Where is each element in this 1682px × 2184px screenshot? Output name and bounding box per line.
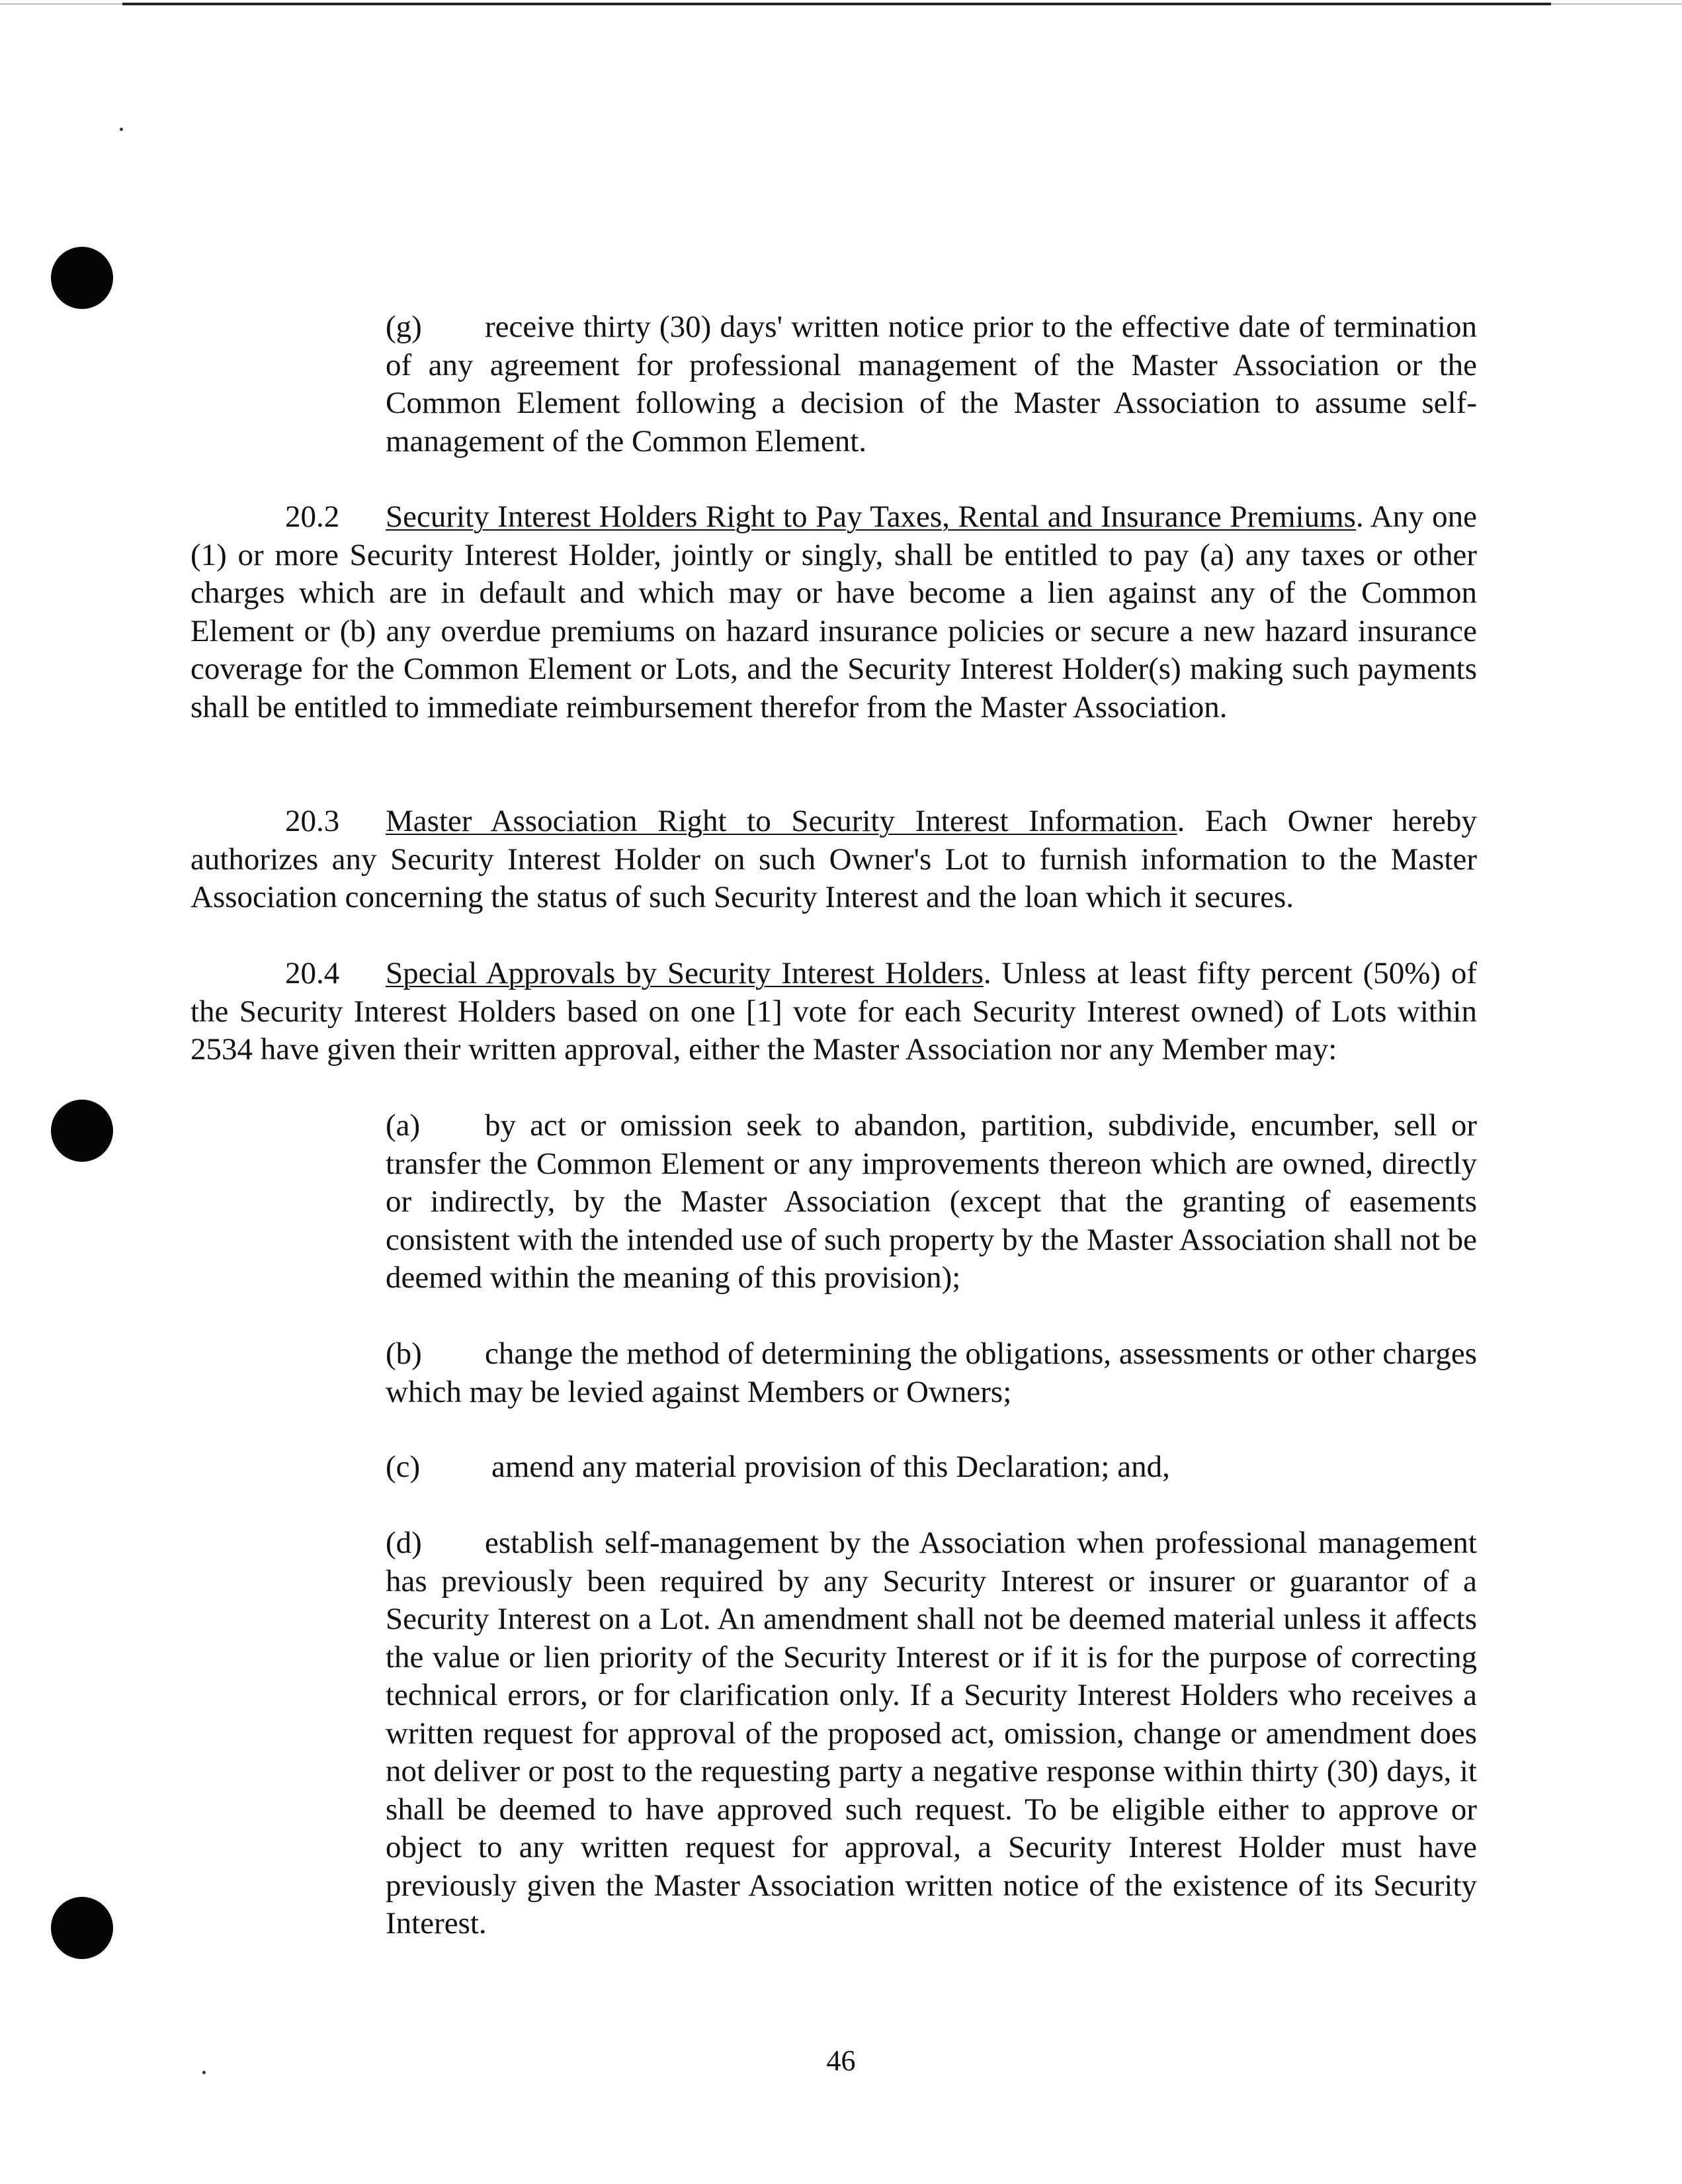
section-20-3 — [190, 803, 1477, 917]
section-heading-20-4: Special Approvals by Security Interest Holders — [386, 956, 984, 990]
paragraph-a — [386, 1107, 1477, 1297]
section-number-20-3: 20.3 — [285, 804, 340, 838]
section-heading-20-3: Master Association Right to Security Interest Information — [386, 804, 1177, 838]
section-number-20-2: 20.2 — [285, 500, 340, 534]
item-label-b: (b) — [386, 1336, 422, 1371]
paragraph-d — [386, 1524, 1477, 1943]
top-rule — [122, 3, 1551, 5]
section-20-4 — [190, 955, 1477, 1069]
item-label-g: (g) — [386, 310, 422, 344]
item-label-d: (d) — [386, 1526, 422, 1560]
page-number: 46 — [826, 2044, 856, 2077]
paragraph-b-text: change the method of determining the obligations, assessments or other charges which may be levied against Members or Owners; — [386, 1336, 1477, 1409]
section-20-2-text: . Any one (1) or more Security Interest Holder, jointly or singly, shall be entitled to pay (a) any taxes or other charges which are in default and which may or have become a lien against any of the Common Element or (b) any overdue premiums on hazard insurance policies or secure a new hazard insurance coverage for the Common Element or Lots, and the Security Interest Holder(s) making such payments shall be entitled to immediate reimbursement therefor from the Master Association. — [190, 500, 1477, 724]
scan-speck — [202, 2071, 206, 2074]
paragraph-c-text: amend any material provision of this Declaration; and, — [491, 1450, 1170, 1484]
paragraph-b — [386, 1335, 1477, 1411]
punch-hole-middle — [51, 1100, 113, 1162]
section-20-2 — [190, 498, 1477, 726]
scan-speck — [120, 128, 123, 131]
paragraph-g — [386, 308, 1477, 460]
section-20-3-text: . Each Owner hereby authorizes any Security Interest Holder on such Owner's Lot to furnish information to the Master Association concerning the status of such Security Interest and the loan which it secures. — [190, 804, 1477, 914]
paragraph-d-text: establish self-management by the Association when professional management has previously been required by any Security Interest or insurer or guarantor of a Security Interest on a Lot. An amendment shall not be deemed material unless it affects the value or lien priority of the Security Interest or if it is for the purpose of correcting technical errors, or for clarification only. If a Security Interest Holders who receives a written request for approval of the proposed act, omission, change or amendment does not deliver or post to the requesting party a negative response within thirty (30) days, it shall be deemed to have approved such request. To be eligible either to approve or object to any written request for approval, a Security Interest Holder must have previously given the Master Association written notice of the existence of its Security Interest. — [386, 1526, 1477, 1941]
paragraph-c — [386, 1448, 1477, 1487]
punch-hole-bottom — [51, 1897, 113, 1959]
section-heading-20-2: Security Interest Holders Right to Pay Taxes, Rental and Insurance Premiums — [386, 500, 1356, 534]
item-label-a: (a) — [386, 1108, 421, 1143]
item-label-c: (c) — [386, 1450, 421, 1484]
punch-hole-top — [51, 247, 113, 309]
section-20-4-text: . Unless at least fifty percent (50%) of the Security Interest Holders based on one [1] vote for each Security Interest owned) of Lots within 2534 have given their written approval, either the Master Association nor any Member may: — [190, 956, 1477, 1067]
paragraph-g-text: receive thirty (30) days' written notice prior to the effective date of termination of any agreement for professional management of the Master Association or the Common Element following a decision of the Master Association to assume self-management of the Common Element. — [386, 310, 1477, 459]
section-number-20-4: 20.4 — [285, 956, 340, 990]
paragraph-a-text: by act or omission seek to abandon, partition, subdivide, encumber, sell or transfer the Common Element or any improvements thereon which are owned, directly or indirectly, by the Master Association (except that the granting of easements consistent with the intended use of such property by the Master Association shall not be deemed within the meaning of this provision); — [386, 1108, 1477, 1295]
